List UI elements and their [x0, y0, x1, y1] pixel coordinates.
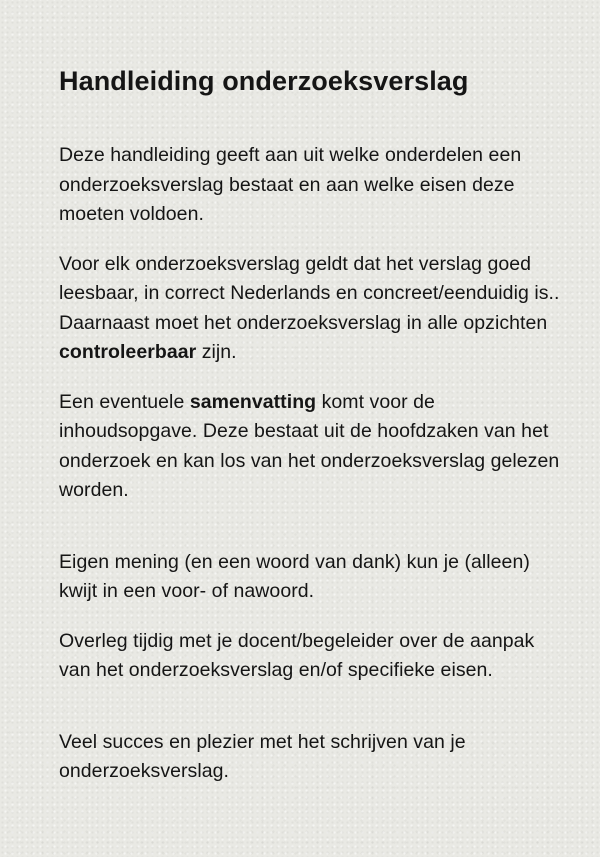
paragraph-requirements [59, 250, 560, 368]
paragraph-opinion: Eigen mening (en een woord van dank) kun je (alleen) kwijt in een voor- of nawoord. [59, 550, 530, 602]
bold-term-samenvatting: samenvatting [189, 390, 317, 413]
page-title: Handleiding onderzoeksverslag [59, 66, 469, 96]
paragraph-summary [59, 388, 560, 506]
paragraph-intro: Deze handleiding geeft aan uit welke onderdelen een onderzoeksverslag bestaat en aan welke eisen deze moeten voldoen. [59, 144, 522, 225]
bold-term-controleerbaar: controleerbaar [59, 341, 197, 363]
paragraph-consult: Overleg tijdig met je docent/begeleider over de aanpak van het onderzoeksverslag en/of specifieke eisen. [59, 629, 535, 681]
paragraph-text: zijn. [196, 341, 237, 363]
paragraph-text: komt voor de inhoudsopgave. Deze bestaat uit de hoofdzaken van het onderzoek en kan los van het onderzoeksverslag gelezen worden. [59, 390, 560, 501]
paragraph-text: Voor elk onderzoeksverslag geldt dat het verslag goed leesbaar, in correct Nederlands en concreet/eenduidig is.. Daarnaast moet het onderzoeksverslag in alle opzichten [59, 252, 560, 334]
paragraph-text: Een eventuele [59, 390, 190, 413]
paragraph-closing: Veel succes en plezier met het schrijven van je onderzoeksverslag. [59, 730, 466, 782]
